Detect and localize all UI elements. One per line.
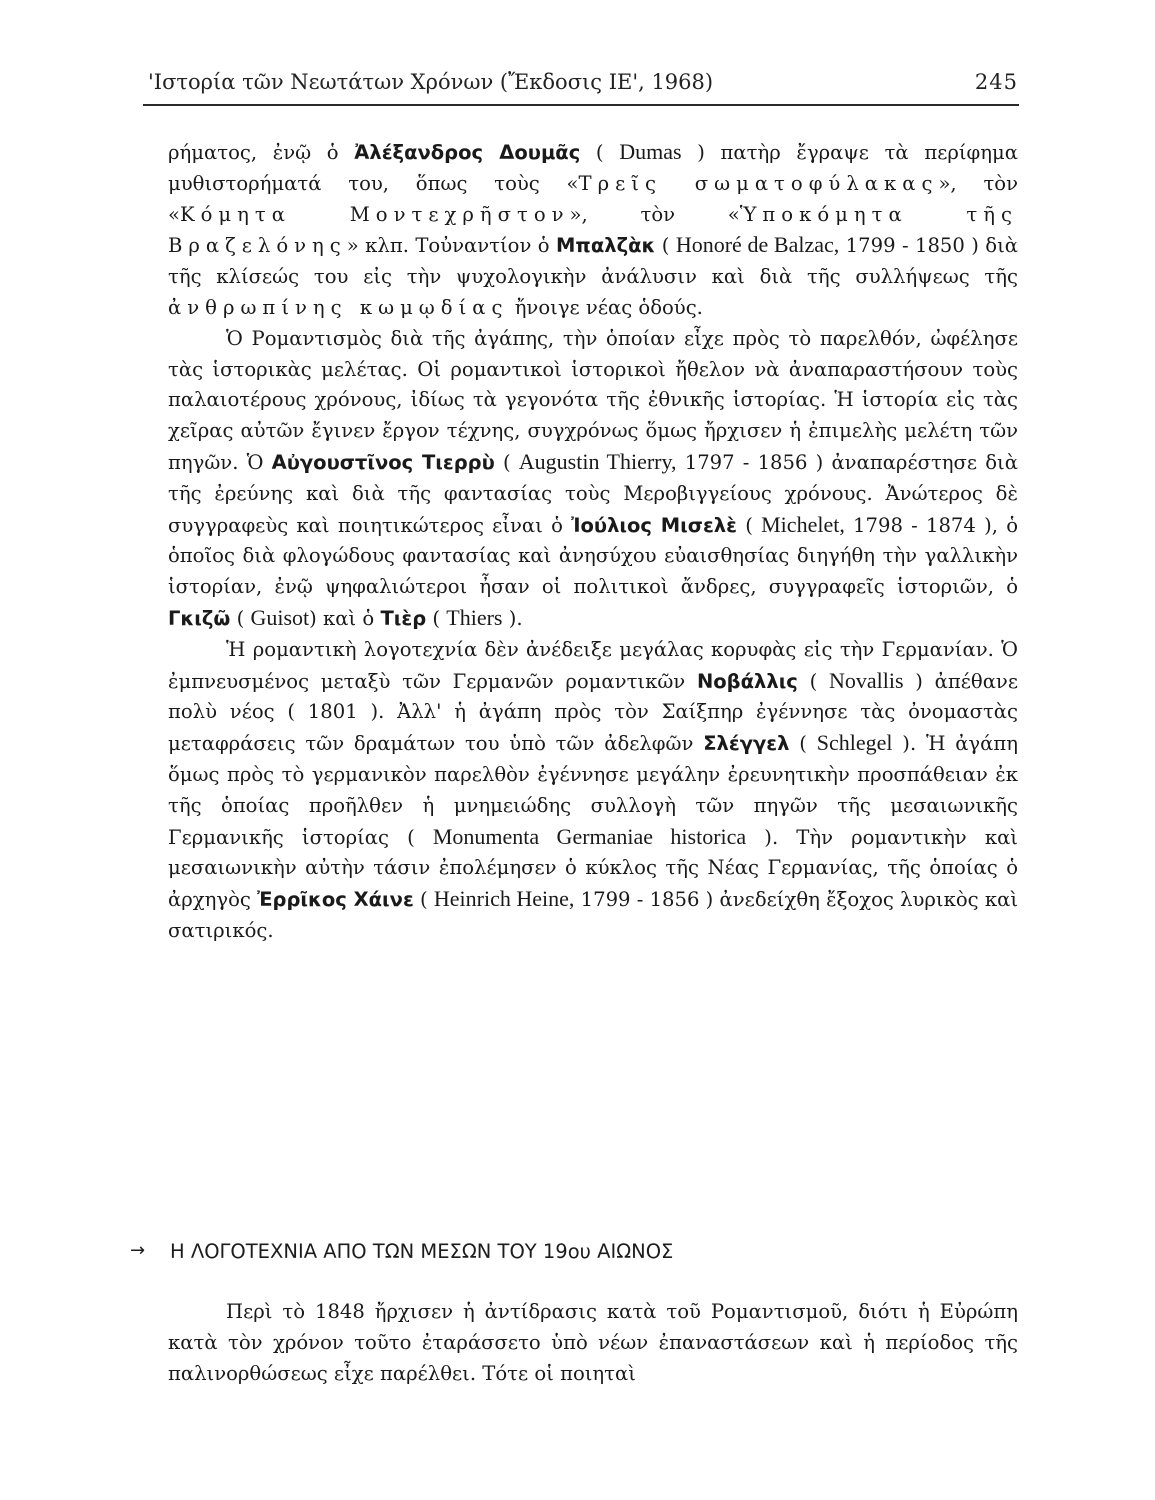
text-run: ( [230, 606, 251, 630]
spaced-title: Κόμητα Μοντεχρῆστον [180, 202, 570, 226]
handwritten-arrow-icon: → [130, 1240, 146, 1261]
text-run: Ὁ Ρομαντισμὸς διὰ τῆς ἀγάπης, τὴν ὁποίαν εἶχε πρὸς τὸ παρελθόν, ὠφέλησε τὰς ἱστορικὰς μελέτας. Οἱ ρομαντικοὶ ἱστορικοὶ ἤθελον νὰ ἀναπαραστήσουν τοὺς παλαιοτέρους χρόνους, ἰδίως τὰ γεγονότα τῆς ἐθνικῆς ἱστορίας. Ἡ ἱστορία εἰς τὰς χεῖρας αὐτῶν ἔγινεν ἔργον τέχνης, συγχρόνως ὅμως ἤρχισεν ἡ ἐπιμελὴς μελέτη τῶν πηγῶν. Ὁ [168, 326, 1018, 474]
spaced-title: Τρεῖς σωματοφύλακας [578, 171, 939, 195]
paragraph-german-romanticism [168, 635, 1018, 947]
text-run: ) καὶ ὁ [309, 606, 381, 630]
spaced-title: ἀνθρωπίνης κωμῳδίας [168, 295, 509, 319]
text-run: ( [413, 888, 434, 912]
latin-name: Schlegel [816, 730, 893, 756]
text-run: », τὸν « [168, 171, 1018, 226]
latin-name: Honoré de Balzac, [675, 232, 840, 258]
text-run: Ἡ ρομαντικὴ λογοτεχνία δὲν ἀνέδειξε μεγάλας κορυφὰς εἰς τὴν Γερμανίαν. Ὁ ἐμπνευσμένος μεταξὺ τῶν Γερμανῶν ρομαντικῶν [168, 637, 1018, 693]
latin-name: Augustin Thierry, [518, 448, 677, 474]
text-run: ). Τὴν ρομαντικὴν καὶ μεσαιωνικὴν αὐτὴν τάσιν ἐπολέμησεν ὁ κύκλος τῆς Νέας Γερμανίας, τῆς ὁποίας ὁ ἀρχηγὸς [168, 825, 1018, 912]
text-run: 1799 - 1856 ) ἀνεδείχθη ἔξοχος λυρικὸς καὶ σατιρικός. [168, 888, 1019, 942]
text-run: ( [737, 513, 762, 537]
paragraph-romantic-historians [168, 324, 1018, 635]
text-run: ( [426, 606, 447, 630]
text-run: ). [502, 606, 523, 630]
person-name: Μπαλζὰκ [556, 234, 656, 258]
section-heading-text: Η ΛΟΓΟΤΕΧΝΙΑ ΑΠΟ ΤΩΝ ΜΕΣΩΝ ΤΟΥ 19ου ΑΙΩΝΟΣ [170, 1240, 674, 1263]
paragraph-reaction-1848 [168, 1296, 1018, 1389]
main-text [168, 137, 1018, 947]
person-name: Γκιζῶ [168, 606, 231, 630]
person-name: Ἀλέξανδρος Δουμᾶς [354, 141, 581, 164]
latin-name: Michelet, [761, 511, 845, 537]
text-run: 1797 - 1856 ) ἀναπαρέστησε διὰ τῆς ἐρεύνης καὶ διὰ τῆς φαντασίας τοὺς Μεροβιγγείους χρόνους. Ἀνώτερος δὲ συγγραφεὺς καὶ ποιητικώτερος εἶναι ὁ [168, 450, 1018, 537]
text-run: ( [494, 450, 519, 474]
person-name: Τιὲρ [380, 606, 427, 630]
latin-name: Dumas [619, 139, 682, 164]
person-name: Αὐγουστῖνος Τιερρὺ [271, 450, 495, 474]
text-run: », τὸν « [569, 202, 740, 226]
text-run: ἤνοιγε νέας ὁδούς. [508, 295, 703, 319]
latin-name: Novallis [828, 667, 904, 693]
spaced-title: Ὑποκόμητα τῆς Βραζελόνης [168, 202, 1018, 258]
person-name: Σλέγγελ [703, 732, 790, 756]
text-run: ( [789, 732, 817, 756]
latin-name: Monumenta Germaniae historica [432, 823, 747, 849]
latin-name: Guisot [250, 604, 310, 630]
text-run: » κλπ. Τοὐναντίον ὁ [346, 234, 557, 258]
paragraph-dumas-balzac [168, 137, 1018, 324]
page-number: 245 [974, 70, 1018, 94]
text-run: ρήματος, ἐνῷ ὁ [168, 141, 355, 164]
text-run: 1798 - 1874 ), ὁ ὁποῖος διὰ φλογώδους φαντασίας καὶ ἀνησύχου εὐαισθησίας διηγήθη τὴν γαλλικὴν ἱστορίαν, ἐνῷ ψηφαλιώτεροι ἦσαν οἱ πολιτικοὶ ἄνδρες, συγγραφεῖς ἱστοριῶν, ὁ [168, 513, 1018, 599]
text-run: ) πατὴρ ἔγραψε τὰ περίφημα μυθιστορήματά του, ὅπως τοὺς « [168, 141, 1018, 195]
running-head-title: 'Ιστορία τῶν Νεωτάτων Χρόνων (Ἔκδοσις ΙΕ', 1968) [148, 70, 714, 94]
text-run: ). Ἡ ἀγάπη ὅμως πρὸς τὸ γερμανικὸν παρελθὸν ἐγέννησε μεγάλην ἐρευνητικὴν προσπάθειαν ἐκ τῆς ὁποίας προῆλθεν ἡ μνημειώδης συλλογὴ τῶν πηγῶν τῆς μεσαιωνικῆς Γερμανικῆς ἱστορίας ( [168, 732, 1018, 849]
header-rule [143, 104, 1019, 106]
person-name: Νοβάλλις [696, 669, 798, 693]
person-name: Ἐρρῖκος Χάινε [257, 888, 414, 912]
person-name: Ἰούλιος Μισελὲ [571, 513, 738, 537]
text-run: ( [655, 234, 676, 258]
text-run: Περὶ τὸ 1848 ἤρχισεν ἡ ἀντίδρασις κατὰ τοῦ Ρομαντισμοῦ, διότι ἡ Εὐρώπη κατὰ τὸν χρόνον τοῦτο ἐταράσσετο ὑπὸ νέων ἐπαναστάσεων καὶ ἡ περίοδος τῆς παλινορθώσεως εἶχε παρέλθει. Τότε οἱ ποιηταὶ [168, 1300, 1018, 1385]
text-run: 1799 - 1850 ) διὰ τῆς κλίσεώς του εἰς τὴν ψυχολογικὴν ἀνάλυσιν καὶ διὰ τῆς συλλήψεως τῆς [168, 234, 1019, 289]
section-heading [130, 1240, 1020, 1263]
text-run: ( [797, 669, 829, 693]
latin-name: Heinrich Heine, [433, 886, 575, 912]
main-text-continued [168, 1296, 1018, 1389]
text-run: ) ἀπέθανε πολὺ νέος ( 1801 ). Ἀλλ' ἡ ἀγάπη πρὸς τὸν Σαίξπηρ ἐγέννησε τὰς ὀνομαστὰς μεταφράσεις τῶν δραμάτων του ὑπὸ τῶν ἀδελφῶν [168, 669, 1018, 756]
latin-name: Thiers [446, 604, 503, 630]
text-run: ( [580, 141, 620, 164]
